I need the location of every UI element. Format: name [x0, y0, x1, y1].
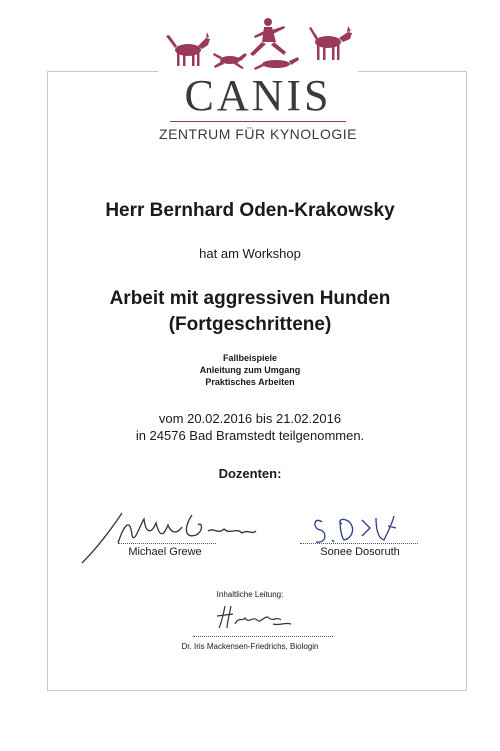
location-line: in 24576 Bad Bramstedt teilgenommen.: [135, 428, 365, 443]
lecturers-label: Dozenten:: [218, 466, 282, 481]
canis-logo: [158, 8, 358, 143]
topic-item: Praktisches Arbeiten: [205, 377, 295, 387]
recipient-name: Herr Bernhard Oden-Krakowsky: [105, 200, 395, 221]
topic-item: Fallbeispiele: [222, 353, 278, 363]
logo-subtitle: ZENTRUM FÜR KYNOLOGIE: [159, 126, 357, 142]
content-lead-label: Inhaltliche Leitung:: [216, 590, 284, 599]
signature-iris-mackensen: [215, 602, 295, 632]
course-title: [0, 286, 500, 338]
signature-line: [193, 636, 333, 637]
logo-wordmark: CANIS: [184, 71, 332, 120]
date-line: vom 20.02.2016 bis 21.02.2016: [158, 411, 342, 426]
lecturer-name: Michael Grewe: [128, 546, 202, 558]
intro-text: hat am Workshop: [199, 246, 301, 261]
dogs-and-runner-icon: [158, 8, 358, 78]
course-title-line1: Arbeit mit aggressiven Hunden: [109, 288, 391, 309]
logo-divider: [170, 121, 346, 122]
course-title-line2: (Fortgeschrittene): [168, 314, 332, 335]
signature-line: [118, 543, 216, 544]
content-lead-name: Dr. Iris Mackensen-Friedrichs, Biologin: [181, 642, 319, 651]
signature-sonee-dosoruth: [310, 510, 400, 550]
lecturer-name: Sonee Dosoruth: [320, 546, 400, 558]
signature-line: [300, 543, 418, 544]
topic-item: Anleitung zum Umgang: [199, 365, 301, 375]
topic-list: [0, 352, 500, 388]
date-location: [0, 410, 500, 444]
